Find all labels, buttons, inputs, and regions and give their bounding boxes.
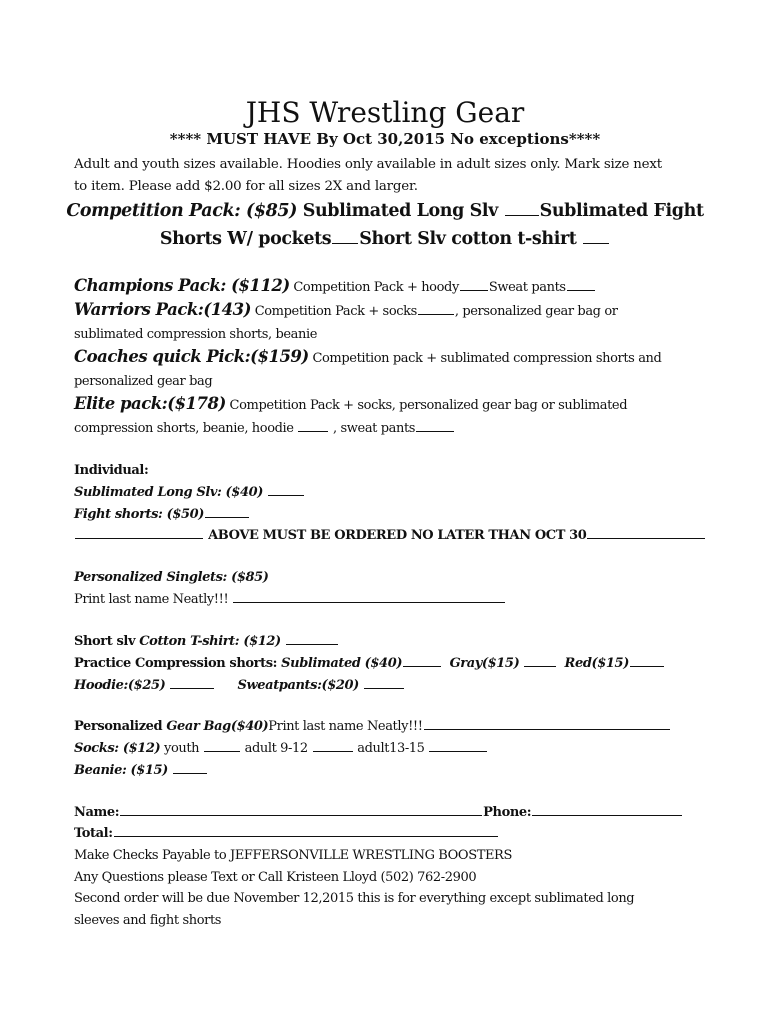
warriors-pack <box>74 300 618 319</box>
blank-line <box>460 289 488 291</box>
long-slv-item <box>74 485 305 500</box>
hoodie-label: Hoodie:($25) <box>74 678 166 693</box>
long-slv-label: Sublimated Long Slv: ($40) <box>74 485 268 500</box>
blank-line <box>268 494 304 496</box>
checks-payable: Make Checks Payable to JEFFERSONVILLE WRESTLING BOOSTERS <box>74 848 512 863</box>
blank-line <box>505 214 539 216</box>
competition-fight-label: Sublimated Fight <box>539 201 704 221</box>
coaches-pack-line-2: personalized gear bag <box>74 374 213 389</box>
intro-line-1: Adult and youth sizes available. Hoodies only available in adult sizes only. Mark size next <box>74 157 662 172</box>
short-slv-a: Short slv <box>74 634 140 649</box>
gear-bag-item <box>74 719 671 734</box>
second-order-line-1: Second order will be due November 12,2015 this is for everything except sublimated long <box>74 891 635 906</box>
competition-pack-line-1 <box>0 201 770 221</box>
beanie-label: Beanie: ($15) <box>74 763 173 778</box>
blank-line <box>170 687 214 689</box>
singlets-label: Personalized Singlets: ($85) <box>74 570 269 585</box>
fight-shorts-item <box>74 507 250 522</box>
deadline-notice: **** MUST HAVE By Oct 30,2015 No exceptions**** <box>169 130 601 148</box>
singlets-print-label: Print last name Neatly!!! <box>74 592 233 607</box>
fight-shorts-label: Fight shorts: ($50) <box>74 507 205 522</box>
name-phone-line <box>74 805 683 820</box>
intro-line-2: to item. Please add $2.00 for all sizes 2X and larger. <box>74 179 418 194</box>
compression-item <box>74 656 665 671</box>
elite-pack-label: Elite pack:($178) <box>74 394 226 413</box>
compression-label: Practice Compression shorts: <box>74 656 282 671</box>
blank-line <box>630 665 664 667</box>
elite-pack-text: Competition Pack + socks, personalized gear bag or sublimated <box>225 398 628 413</box>
short-slv-item <box>74 634 339 649</box>
phone-field[interactable] <box>532 814 682 816</box>
compression-red: Red($15) <box>564 656 629 671</box>
short-slv-c <box>281 634 285 649</box>
socks-adult9: adult 9-12 <box>240 741 312 756</box>
blank-line <box>524 665 556 667</box>
blank-line <box>416 430 454 432</box>
phone-label: Phone: <box>483 805 532 820</box>
elite-line2a: compression shorts, beanie, hoodie <box>74 421 298 436</box>
champions-pack-label: Champions Pack: ($112) <box>74 276 290 295</box>
total-line <box>74 826 499 841</box>
gear-bag-c: Print last name Neatly!!! <box>268 719 423 734</box>
blank-line <box>583 242 609 244</box>
total-field[interactable] <box>114 835 498 837</box>
blank-line <box>298 430 328 432</box>
socks-youth: youth <box>160 741 203 756</box>
blank-line <box>173 772 207 774</box>
blank-line <box>429 750 487 752</box>
singlets-print <box>74 592 506 607</box>
warriors-pack-line-2: sublimated compression shorts, beanie <box>74 327 318 342</box>
blank-line <box>332 242 358 244</box>
total-label: Total: <box>74 826 113 841</box>
socks-label: Socks: ($12) <box>74 741 161 756</box>
coaches-pack <box>74 347 661 366</box>
hoodie-item <box>74 678 405 693</box>
socks-item <box>74 741 488 756</box>
compression-gray: Gray($15) <box>449 656 520 671</box>
name-label: Name: <box>74 805 120 820</box>
short-slv-b: Cotton T-shirt: ($12) <box>139 634 281 649</box>
warriors-pack-label: Warriors Pack:(143) <box>74 300 251 319</box>
competition-tshirt: Short Slv cotton t-shirt <box>359 229 583 249</box>
name-field[interactable] <box>120 814 482 816</box>
blank-line <box>418 313 454 315</box>
champions-pack <box>74 276 596 295</box>
competition-long-slv: Sublimated Long Slv <box>297 201 504 221</box>
sweatpants-label: Sweatpants:($20) <box>237 678 359 693</box>
page-title: JHS Wrestling Gear <box>245 96 525 129</box>
competition-pack-label: Competition Pack: ($85) <box>66 201 298 221</box>
gear-bag-b: Gear Bag($40) <box>166 719 269 734</box>
questions-contact: Any Questions please Text or Call Kristeen Lloyd (502) 762-2900 <box>74 870 477 885</box>
individual-heading: Individual: <box>74 463 149 478</box>
coaches-pack-text: Competition pack + sublimated compression shorts and <box>308 351 662 366</box>
name-blank-line[interactable] <box>424 728 670 730</box>
competition-shorts: Shorts W/ pockets <box>159 229 332 249</box>
blank-line <box>364 687 404 689</box>
socks-adult13: adult13-15 <box>353 741 429 756</box>
compression-sublimated: Sublimated ($40) <box>281 656 403 671</box>
champions-sweat: Sweat pants <box>488 280 566 295</box>
elite-pack-line-2 <box>74 421 455 436</box>
warriors-pack-text: Competition Pack + socks <box>250 304 417 319</box>
singlets-heading <box>74 570 269 585</box>
blank-line <box>204 750 240 752</box>
above-must-notice <box>74 528 706 543</box>
blank-line <box>587 537 705 539</box>
elite-line2b: , sweat pants <box>329 421 416 436</box>
competition-pack-line-2 <box>0 229 770 249</box>
blank-line <box>403 665 441 667</box>
gear-bag-a: Personalized <box>74 719 167 734</box>
blank-line <box>567 289 595 291</box>
elite-pack <box>74 394 627 413</box>
name-blank-line[interactable] <box>233 601 505 603</box>
champions-pack-text: Competition Pack + hoody <box>289 280 459 295</box>
beanie-item <box>74 763 208 778</box>
blank-line <box>286 643 338 645</box>
warriors-pack-text2: , personalized gear bag or <box>454 304 618 319</box>
second-order-line-2: sleeves and fight shorts <box>74 913 222 928</box>
blank-line <box>205 516 249 518</box>
above-must-text: ABOVE MUST BE ORDERED NO LATER THAN OCT 30 <box>204 528 587 543</box>
blank-line <box>75 537 203 539</box>
blank-line <box>313 750 353 752</box>
coaches-pack-label: Coaches quick Pick:($159) <box>74 347 309 366</box>
